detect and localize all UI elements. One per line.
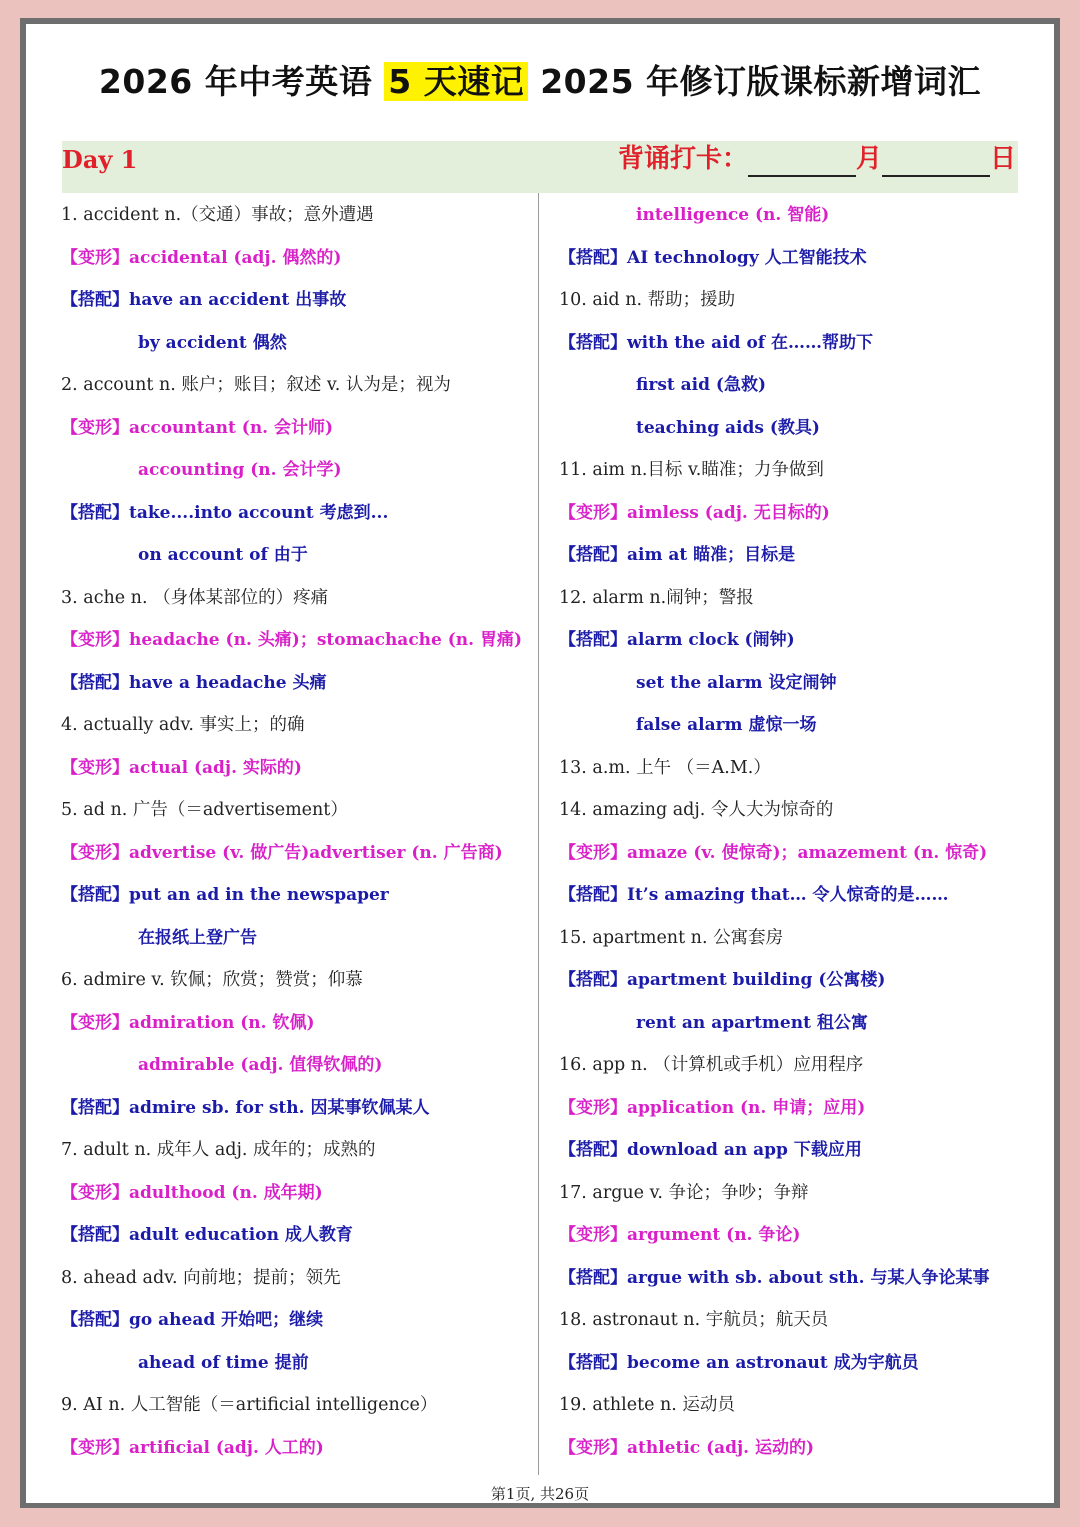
collocation-line (559, 662, 1029, 705)
word-form-line (61, 407, 531, 450)
line-text: download an app 下载应用 (627, 1140, 862, 1160)
line-text: become an astronaut 成为宇航员 (627, 1352, 919, 1373)
collocation-tag: 【搭配】 (61, 290, 129, 310)
word-form-tag: 【变形】 (61, 1012, 129, 1033)
vocab-entry-heading (559, 577, 1029, 620)
word-form-tag: 【变形】 (61, 1182, 129, 1203)
vocab-entry-heading (559, 1044, 1029, 1087)
line-text: accountant (n. 会计师) (129, 417, 334, 438)
collocation-line (61, 1342, 531, 1385)
title-part-2: 2025 年修订版课标新增词汇 (540, 62, 982, 101)
line-text: advertise (v. 做广告)advertiser (n. 广告商) (129, 842, 503, 863)
collocation-tag: 【搭配】 (559, 1352, 627, 1373)
line-text: application (n. 申请；应用) (627, 1097, 866, 1118)
collocation-tag: 【搭配】 (559, 1267, 627, 1288)
line-text: headache (n. 头痛)；stomachache (n. 胃痛) (129, 630, 523, 650)
line-text: have an accident 出事故 (129, 290, 347, 310)
page-title (0, 56, 1080, 103)
vocab-entry-heading (61, 1257, 531, 1300)
vocab-entry-heading (559, 747, 1029, 790)
word-form-line (61, 619, 531, 662)
line-text: accounting (n. 会计学) (138, 460, 342, 480)
collocation-tag: 【搭配】 (559, 545, 627, 565)
line-text: 1. accident n.（交通）事故；意外遭遇 (61, 205, 374, 225)
word-form-line (559, 194, 1029, 237)
word-form-tag: 【变形】 (559, 1097, 627, 1118)
collocation-tag: 【搭配】 (61, 672, 129, 693)
collocation-line (559, 237, 1029, 280)
collocation-line (61, 322, 531, 365)
word-form-tag: 【变形】 (559, 842, 627, 863)
line-text: admiration (n. 钦佩) (129, 1012, 315, 1033)
collocation-line (61, 917, 531, 960)
right-column (559, 194, 1029, 1469)
line-text: It’s amazing that… 令人惊奇的是…… (627, 885, 949, 905)
line-text: admirable (adj. 值得钦佩的) (138, 1055, 383, 1075)
line-text: aimless (adj. 无目标的) (627, 502, 830, 523)
word-form-line (61, 237, 531, 280)
collocation-line (559, 704, 1029, 747)
line-text: set the alarm 设定闹钟 (636, 672, 837, 693)
word-form-tag: 【变形】 (61, 757, 129, 778)
line-text: argument (n. 争论) (627, 1225, 801, 1245)
line-text: 2. account n. 账户；账目；叙述 v. 认为是；视为 (61, 375, 451, 395)
line-text: 13. a.m. 上午 （＝A.M.） (559, 757, 771, 778)
line-text: AI technology 人工智能技术 (627, 247, 867, 268)
word-form-line (61, 1002, 531, 1045)
vocab-entry-heading (559, 1299, 1029, 1342)
line-text: athletic (adj. 运动的) (627, 1437, 815, 1458)
vocab-entry-heading (559, 789, 1029, 832)
collocation-line (559, 874, 1029, 917)
checkin-month: 月 (855, 144, 882, 174)
word-form-tag: 【变形】 (61, 247, 129, 268)
line-text: ahead of time 提前 (138, 1352, 309, 1373)
word-form-line (61, 1427, 531, 1470)
column-divider (538, 193, 539, 1475)
collocation-tag: 【搭配】 (61, 1310, 129, 1330)
checkin-line (618, 141, 1016, 177)
line-text: take....into account 考虑到... (129, 502, 389, 523)
collocation-line (61, 874, 531, 917)
line-text: apartment building (公寓楼) (627, 970, 886, 990)
line-text: 在报纸上登广告 (138, 927, 257, 948)
collocation-tag: 【搭配】 (559, 332, 627, 353)
line-text: 17. argue v. 争论；争吵；争辩 (559, 1182, 809, 1203)
word-form-line (559, 1427, 1029, 1470)
line-text: teaching aids (教具) (636, 417, 820, 438)
line-text: 10. aid n. 帮助；援助 (559, 290, 736, 310)
checkin-label: 背诵打卡： (617, 144, 748, 174)
word-form-tag: 【变形】 (559, 1225, 627, 1245)
line-text: 5. ad n. 广告（＝advertisement） (61, 800, 348, 820)
line-text: 14. amazing adj. 令人大为惊奇的 (559, 800, 834, 820)
collocation-line (61, 1087, 531, 1130)
collocation-line (61, 662, 531, 705)
collocation-tag: 【搭配】 (559, 885, 627, 905)
vocab-entry-heading (61, 577, 531, 620)
vocab-entry-heading (61, 789, 531, 832)
collocation-line (559, 364, 1029, 407)
page-footer: 第1页, 共26页 (490, 1485, 590, 1503)
line-text: 8. ahead adv. 向前地；提前；领先 (61, 1267, 341, 1288)
collocation-line (559, 322, 1029, 365)
collocation-tag: 【搭配】 (61, 885, 129, 905)
collocation-tag: 【搭配】 (559, 1140, 627, 1160)
collocation-line (559, 1342, 1029, 1385)
line-text: 19. athlete n. 运动员 (559, 1395, 735, 1415)
line-text: go ahead 开始吧；继续 (129, 1310, 324, 1330)
vocab-entry-heading (61, 1129, 531, 1172)
line-text: have a headache 头痛 (129, 672, 327, 693)
word-form-line (61, 1172, 531, 1215)
collocation-line (61, 492, 531, 535)
line-text: first aid (急救) (636, 375, 767, 395)
line-text: 3. ache n. （身体某部位的）疼痛 (61, 587, 329, 608)
line-text: 12. alarm n.闹钟；警报 (559, 587, 754, 608)
collocation-line (61, 1299, 531, 1342)
day-label: Day 1 (62, 145, 138, 174)
word-form-tag: 【变形】 (559, 502, 627, 523)
collocation-tag: 【搭配】 (559, 630, 627, 650)
collocation-line (61, 279, 531, 322)
word-form-tag: 【变形】 (61, 842, 129, 863)
collocation-line (559, 959, 1029, 1002)
collocation-tag: 【搭配】 (61, 502, 129, 523)
line-text: artificial (adj. 人工的) (129, 1437, 324, 1458)
left-column (61, 194, 531, 1469)
collocation-tag: 【搭配】 (61, 1097, 129, 1118)
line-text: false alarm 虚惊一场 (636, 715, 817, 735)
collocation-tag: 【搭配】 (559, 970, 627, 990)
vocab-entry-heading (559, 1172, 1029, 1215)
collocation-line (559, 1257, 1029, 1300)
month-blank (748, 145, 856, 177)
collocation-tag: 【搭配】 (559, 247, 627, 268)
line-text: 6. admire v. 钦佩；欣赏；赞赏；仰慕 (61, 970, 363, 990)
word-form-line (61, 832, 531, 875)
line-text: intelligence (n. 智能) (636, 205, 830, 225)
vocab-entry-heading (61, 704, 531, 747)
word-form-line (61, 449, 531, 492)
line-text: by accident 偶然 (138, 332, 287, 353)
vocab-entry-heading (559, 279, 1029, 322)
collocation-line (61, 534, 531, 577)
vocab-entry-heading (61, 194, 531, 237)
line-text: argue with sb. about sth. 与某人争论某事 (627, 1267, 990, 1288)
word-form-line (559, 1214, 1029, 1257)
line-text: admire sb. for sth. 因某事钦佩某人 (129, 1097, 430, 1118)
line-text: actual (adj. 实际的) (129, 757, 302, 778)
line-text: with the aid of 在……帮助下 (627, 332, 874, 353)
title-highlight: 5 天速记 (384, 62, 528, 101)
line-text: 18. astronaut n. 宇航员；航天员 (559, 1310, 829, 1330)
vocab-entry-heading (559, 917, 1029, 960)
collocation-line (559, 1129, 1029, 1172)
line-text: adulthood (n. 成年期) (129, 1182, 323, 1203)
word-form-line (559, 1087, 1029, 1130)
vocab-entry-heading (559, 1384, 1029, 1427)
vocab-entry-heading (61, 1384, 531, 1427)
collocation-line (559, 1002, 1029, 1045)
word-form-line (61, 1044, 531, 1087)
line-text: aim at 瞄准；目标是 (627, 545, 796, 565)
collocation-tag: 【搭配】 (61, 1225, 129, 1245)
checkin-day: 日 (989, 144, 1016, 174)
line-text: on account of 由于 (138, 545, 308, 565)
line-text: 4. actually adv. 事实上；的确 (61, 715, 305, 735)
day-blank (882, 145, 990, 177)
title-part-1: 2026 年中考英语 (98, 62, 373, 101)
word-form-tag: 【变形】 (61, 630, 129, 650)
collocation-line (61, 1214, 531, 1257)
line-text: put an ad in the newspaper (129, 885, 389, 905)
collocation-line (559, 534, 1029, 577)
line-text: amaze (v. 使惊奇)；amazement (n. 惊奇) (627, 842, 988, 863)
word-form-tag: 【变形】 (61, 1437, 129, 1458)
vocab-entry-heading (559, 449, 1029, 492)
line-text: 15. apartment n. 公寓套房 (559, 927, 784, 948)
vocab-entry-heading (61, 959, 531, 1002)
word-form-line (61, 747, 531, 790)
line-text: rent an apartment 租公寓 (636, 1012, 868, 1033)
word-form-line (559, 832, 1029, 875)
line-text: 11. aim n.目标 v.瞄准；力争做到 (559, 460, 824, 480)
word-form-tag: 【变形】 (61, 417, 129, 438)
collocation-line (559, 407, 1029, 450)
line-text: 16. app n. （计算机或手机）应用程序 (559, 1055, 864, 1075)
collocation-line (559, 619, 1029, 662)
line-text: adult education 成人教育 (129, 1225, 353, 1245)
line-text: 7. adult n. 成年人 adj. 成年的；成熟的 (61, 1140, 376, 1160)
vocab-entry-heading (61, 364, 531, 407)
word-form-line (559, 492, 1029, 535)
line-text: 9. AI n. 人工智能（＝artificial intelligence） (61, 1395, 438, 1415)
word-form-tag: 【变形】 (559, 1437, 627, 1458)
line-text: alarm clock (闹钟) (627, 630, 795, 650)
line-text: accidental (adj. 偶然的) (129, 247, 342, 268)
